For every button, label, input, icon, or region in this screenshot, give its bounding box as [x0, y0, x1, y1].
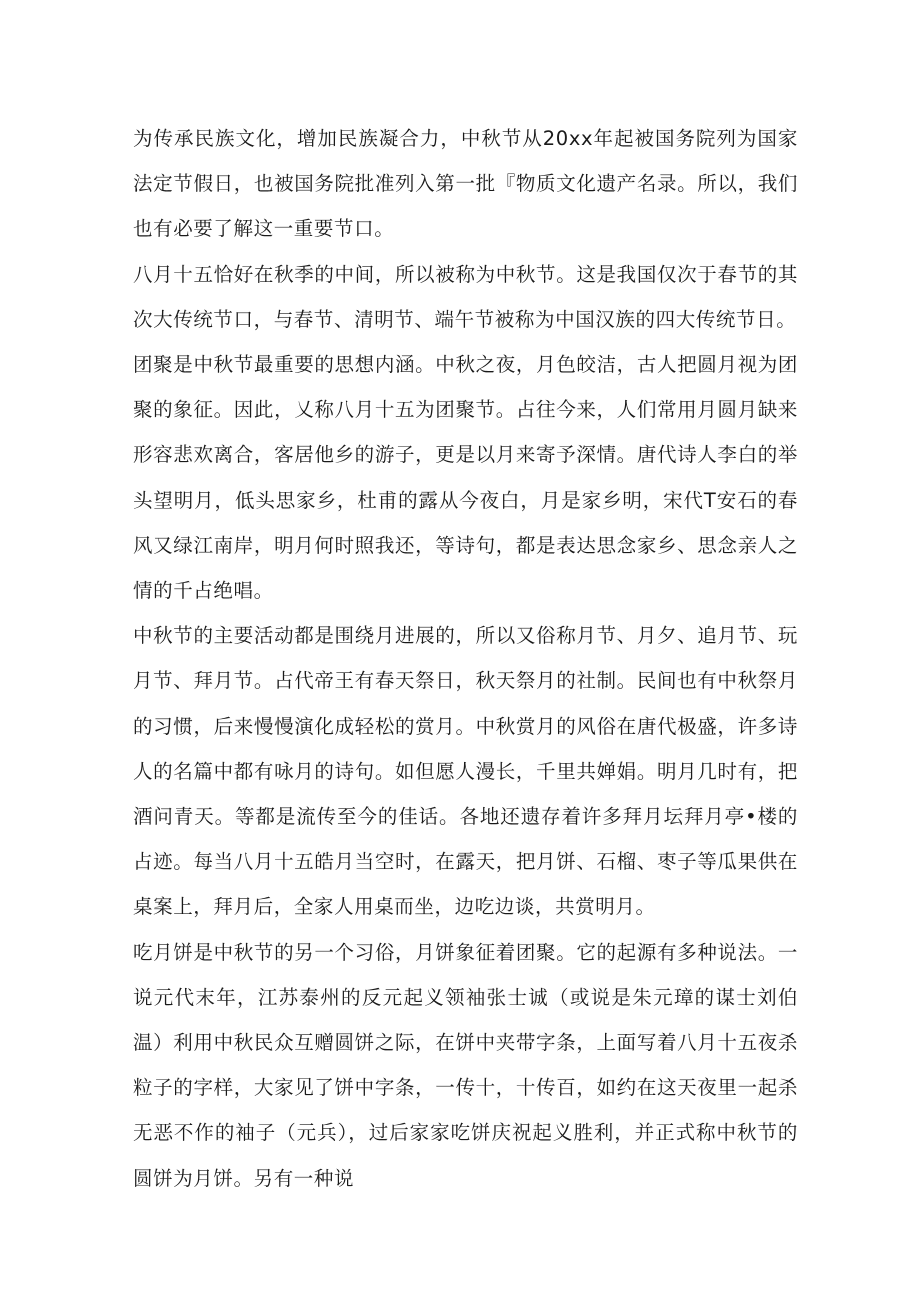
paragraph-2: 八月十五恰好在秋季的中间，所以被称为中秋节。这是我国仅次于春节的其次大传统节口，与春节、清明节、端午节被称为中国汉族的四大传统节日。: [133, 262, 798, 331]
paragraph-1: 为传承民族文化，增加民族凝合力，中秋节从20xx年起被国务院列为国家法定节假日，也被国务院批准列入第一批『物质文化遗产名录。所以，我们也有必要了解这一重要节口。: [133, 127, 798, 241]
paragraph-3: 团聚是中秋节最重要的思想内涵。中秋之夜，月色皎洁，古人把圆月视为团聚的象征。因此，乂称八月十五为团聚节。占往今来，人们常用月圆月缺来形容悲欢离合，客居他乡的游子，更是以月来寄予深情。唐代诗人李白的举头望明月，低头思家乡，杜甫的露从今夜白，月是家乡明，宋代T安石的春风又绿江南岸，明月何时照我还，等诗句，都是表达思念家乡、思念亲人之情的千占绝唱。: [133, 353, 798, 603]
paragraph-5: 吃月饼是中秋节的另一个习俗，月饼象征着团聚。它的起源有多种说法。一说元代末年，江苏泰州的反元起义领袖张士诚（或说是朱元璋的谋士刘伯温）利用中秋民众互赠圆饼之际，在饼中夹带字条，上面写着八月十五夜杀粒子的字样，大家见了饼中字条，一传十，十传百，如约在这天夜里一起杀无恶不作的袖子（元兵），过后家家吃饼庆祝起义胜利，并正式称中秋节的圆饼为月饼。另有一种说: [133, 940, 798, 1190]
body-text: [133, 116, 798, 1201]
paragraph-4: 中秋节的主要活动都是围绕月进展的，所以又俗称月节、月夕、追月节、玩月节、拜月节。占代帝王有春天祭日，秋天祭月的社制。民间也有中秋祭月的习惯，后来慢慢演化成轻松的赏月。中秋赏月的风俗在唐代极盛，许多诗人的名篇中都有咏月的诗句。如但愿人漫长，千里共婵娟。明月几时有，把酒问青天。等都是流传至今的佳话。各地还遗存着许多拜月坛拜月亭•楼的占迹。每当八月十五皓月当空时，在露天，把月饼、石榴、枣子等瓜果供在桌案上，拜月后，全家人用桌而坐，边吃边谈，共赏明月。: [133, 624, 798, 919]
